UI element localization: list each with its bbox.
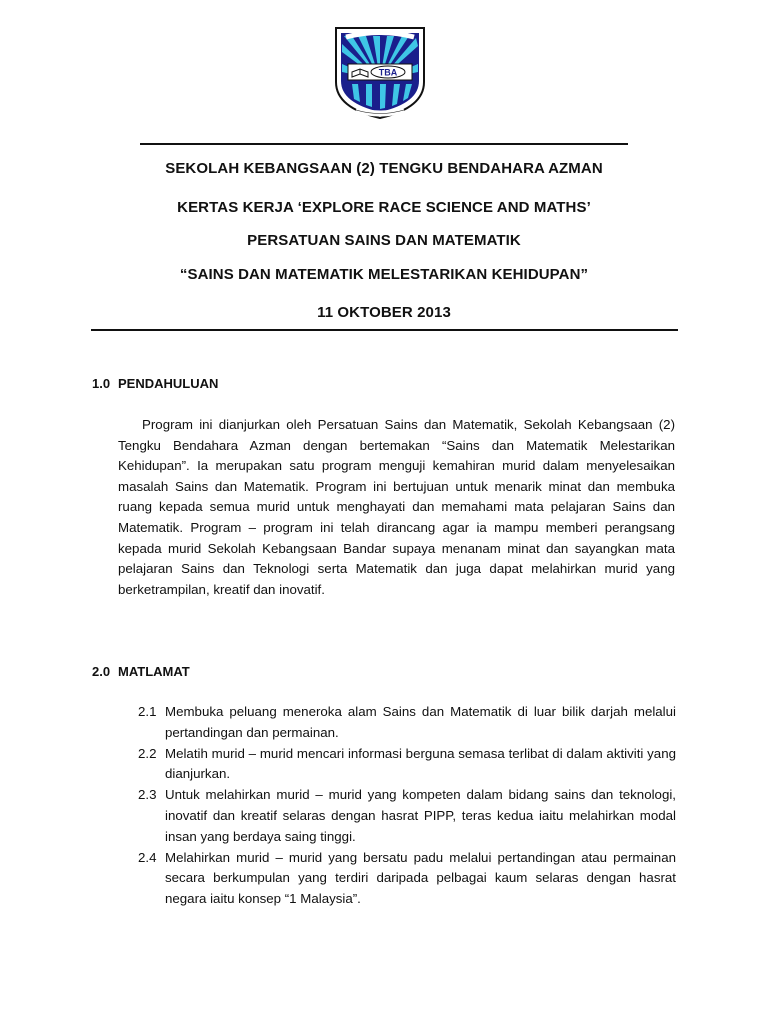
item-text: Membuka peluang meneroka alam Sains dan Matematik di luar bilik darjah melalui pertandingan dan permainan. (165, 704, 676, 740)
goals-list (138, 702, 676, 910)
list-item (138, 744, 676, 786)
document-type: KERTAS KERJA ‘EXPLORE RACE SCIENCE AND MATHS’ (177, 199, 591, 216)
section-goals-title (92, 664, 190, 679)
section-number: 1.0 (92, 376, 111, 391)
theme: “SAINS DAN MATEMATIK MELESTARIKAN KEHIDUPAN” (179, 266, 589, 283)
header-divider (91, 329, 678, 331)
event-date: 11 OKTOBER 2013 (317, 304, 451, 321)
section-number: 2.0 (92, 664, 111, 679)
school-crest-logo (330, 24, 430, 120)
section-heading: PENDAHULUAN (118, 376, 219, 391)
list-item (138, 785, 676, 847)
organiser: PERSATUAN SAINS DAN MATEMATIK (247, 232, 521, 249)
school-crest-icon (330, 24, 430, 120)
header-top-line (140, 143, 628, 145)
item-number: 2.2 (138, 745, 157, 761)
item-text: Untuk melahirkan murid – murid yang kompeten dalam bidang sains dan teknologi, inovatif dan kreatif selaras dengan hasrat PIPP, teras kedua iaitu melahirkan modal insan yang berdaya saing tinggi. (165, 787, 676, 844)
list-item (138, 702, 676, 744)
item-number: 2.3 (138, 787, 157, 803)
school-name: SEKOLAH KEBANGSAAN (2) TENGKU BENDAHARA AZMAN (165, 160, 603, 177)
item-number: 2.4 (138, 849, 157, 865)
svg-text:TBA: TBA (378, 67, 398, 78)
item-text: Melatih murid – murid mencari informasi berguna semasa terlibat di dalam aktiviti yang dianjurkan. (165, 745, 676, 782)
item-text: Melahirkan murid – murid yang bersatu padu melalui pertandingan atau permainan secara berkumpulan yang terdiri daripada pelbagai kaum selaras dengan hasrat negara iaitu konsep “1 Malaysia”. (165, 849, 676, 907)
item-number: 2.1 (138, 704, 157, 719)
section-heading: MATLAMAT (118, 664, 190, 679)
section-intro-title (92, 376, 218, 391)
intro-paragraph: Program ini dianjurkan oleh Persatuan Sains dan Matematik, Sekolah Kebangsaan (2) Tengku Bendahara Azman dengan bertemakan “Sains dan Matematik Melestarikan Kehidupan”. Ia merupakan satu program menguji kemahiran murid dalam menyelesaikan masalah Sains dan Matematik. Program ini bertujuan untuk menarik minat dan membuka ruang kepada semua murid untuk menghayati dan memahami mata pelajaran Sains dan Matematik. Program – program ini telah dirancang agar ia mampu memberi perangsang kepada murid Sekolah Kebangsaan Bandar supaya menanam minat dan sayangkan mata pelajaran Sains dan Teknologi serta Matematik dan juga dapat melahirkan murid yang berketrampilan, kreatif dan inovatif. (118, 417, 675, 597)
list-item (138, 848, 676, 910)
